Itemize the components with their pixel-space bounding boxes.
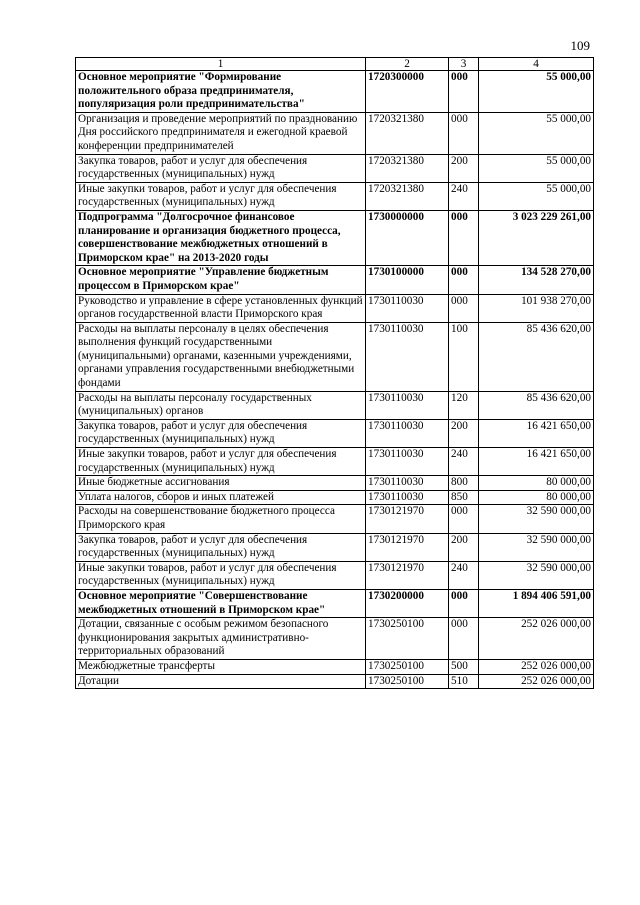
header-col-3: 3 xyxy=(449,58,479,71)
row-code-cell: 1730250100 xyxy=(366,618,449,660)
row-code-cell: 1720321380 xyxy=(366,182,449,210)
row-name-cell: Уплата налогов, сборов и иных платежей xyxy=(76,490,366,505)
row-amount-cell: 80 000,00 xyxy=(479,476,594,491)
row-type-cell: 000 xyxy=(449,505,479,533)
row-amount-cell: 55 000,00 xyxy=(479,182,594,210)
row-name-cell: Иные закупки товаров, работ и услуг для обеспечения государственных (муниципальных) нужд xyxy=(76,182,366,210)
table-row xyxy=(76,490,594,505)
row-type-cell: 000 xyxy=(449,210,479,265)
table-row xyxy=(76,659,594,674)
table-row xyxy=(76,589,594,617)
row-code-cell: 1730100000 xyxy=(366,266,449,294)
row-type-cell: 200 xyxy=(449,154,479,182)
row-code-cell: 1730121970 xyxy=(366,561,449,589)
row-code-cell: 1730200000 xyxy=(366,589,449,617)
row-name-cell: Иные бюджетные ассигнования xyxy=(76,476,366,491)
row-name-cell: Иные закупки товаров, работ и услуг для обеспечения государственных (муниципальных) нужд xyxy=(76,448,366,476)
row-code-cell: 1730110030 xyxy=(366,294,449,322)
table-row xyxy=(76,505,594,533)
row-type-cell: 850 xyxy=(449,490,479,505)
row-name-cell: Иные закупки товаров, работ и услуг для обеспечения государственных (муниципальных) нужд xyxy=(76,561,366,589)
row-amount-cell: 101 938 270,00 xyxy=(479,294,594,322)
row-code-cell: 1730110030 xyxy=(366,391,449,419)
row-type-cell: 240 xyxy=(449,561,479,589)
row-type-cell: 240 xyxy=(449,448,479,476)
row-type-cell: 240 xyxy=(449,182,479,210)
row-amount-cell: 32 590 000,00 xyxy=(479,505,594,533)
table-row xyxy=(76,71,594,113)
row-type-cell: 000 xyxy=(449,589,479,617)
table-row xyxy=(76,476,594,491)
row-type-cell: 200 xyxy=(449,533,479,561)
row-type-cell: 510 xyxy=(449,674,479,689)
row-name-cell: Основное мероприятие "Формирование положительного образа предпринимателя, популяризация роли предпринимательства" xyxy=(76,71,366,113)
row-type-cell: 500 xyxy=(449,659,479,674)
row-amount-cell: 134 528 270,00 xyxy=(479,266,594,294)
row-name-cell: Основное мероприятие "Управление бюджетным процессом в Приморском крае" xyxy=(76,266,366,294)
row-name-cell: Организация и проведение мероприятий по празднованию Дня российского предпринимателя и ежегодной краевой конференции предпринимателей xyxy=(76,112,366,154)
row-name-cell: Дотации xyxy=(76,674,366,689)
table-row xyxy=(76,266,594,294)
table-row xyxy=(76,112,594,154)
table-row xyxy=(76,419,594,447)
row-amount-cell: 55 000,00 xyxy=(479,154,594,182)
row-type-cell: 800 xyxy=(449,476,479,491)
table-row xyxy=(76,294,594,322)
row-amount-cell: 16 421 650,00 xyxy=(479,448,594,476)
row-amount-cell: 252 026 000,00 xyxy=(479,674,594,689)
row-code-cell: 1730000000 xyxy=(366,210,449,265)
row-type-cell: 100 xyxy=(449,322,479,391)
row-code-cell: 1730110030 xyxy=(366,322,449,391)
row-name-cell: Основное мероприятие "Совершенствование межбюджетных отношений в Приморском крае" xyxy=(76,589,366,617)
table-row xyxy=(76,210,594,265)
row-amount-cell: 32 590 000,00 xyxy=(479,561,594,589)
table-row xyxy=(76,674,594,689)
row-code-cell: 1720300000 xyxy=(366,71,449,113)
row-name-cell: Межбюджетные трансферты xyxy=(76,659,366,674)
table-row xyxy=(76,618,594,660)
row-name-cell: Закупка товаров, работ и услуг для обеспечения государственных (муниципальных) нужд xyxy=(76,533,366,561)
row-name-cell: Расходы на выплаты персоналу государственных (муниципальных) органов xyxy=(76,391,366,419)
row-amount-cell: 80 000,00 xyxy=(479,490,594,505)
table-row xyxy=(76,322,594,391)
budget-table xyxy=(75,57,594,689)
row-amount-cell: 55 000,00 xyxy=(479,112,594,154)
row-amount-cell: 85 436 620,00 xyxy=(479,322,594,391)
row-name-cell: Расходы на совершенствование бюджетного процесса Приморского края xyxy=(76,505,366,533)
row-code-cell: 1730250100 xyxy=(366,659,449,674)
row-amount-cell: 1 894 406 591,00 xyxy=(479,589,594,617)
row-amount-cell: 32 590 000,00 xyxy=(479,533,594,561)
row-name-cell: Закупка товаров, работ и услуг для обеспечения государственных (муниципальных) нужд xyxy=(76,419,366,447)
row-code-cell: 1730121970 xyxy=(366,505,449,533)
row-amount-cell: 252 026 000,00 xyxy=(479,618,594,660)
table-row xyxy=(76,533,594,561)
header-col-1: 1 xyxy=(76,58,366,71)
row-type-cell: 000 xyxy=(449,294,479,322)
row-amount-cell: 55 000,00 xyxy=(479,71,594,113)
table-row xyxy=(76,154,594,182)
row-type-cell: 120 xyxy=(449,391,479,419)
row-code-cell: 1730110030 xyxy=(366,419,449,447)
row-code-cell: 1730110030 xyxy=(366,448,449,476)
table-row xyxy=(76,391,594,419)
row-name-cell: Закупка товаров, работ и услуг для обеспечения государственных (муниципальных) нужд xyxy=(76,154,366,182)
row-type-cell: 000 xyxy=(449,71,479,113)
row-type-cell: 000 xyxy=(449,112,479,154)
row-amount-cell: 3 023 229 261,00 xyxy=(479,210,594,265)
row-code-cell: 1730110030 xyxy=(366,490,449,505)
row-name-cell: Дотации, связанные с особым режимом безопасного функционирования закрытых административно-территориальных образований xyxy=(76,618,366,660)
row-name-cell: Расходы на выплаты персоналу в целях обеспечения выполнения функций государственными (муниципальными) органами, казенными учреждениями, органами управления государственными внебюджетными фондами xyxy=(76,322,366,391)
page-number: 109 xyxy=(570,38,590,53)
table-header-row xyxy=(76,58,594,71)
row-code-cell: 1720321380 xyxy=(366,154,449,182)
row-type-cell: 000 xyxy=(449,618,479,660)
row-type-cell: 200 xyxy=(449,419,479,447)
row-amount-cell: 85 436 620,00 xyxy=(479,391,594,419)
row-amount-cell: 252 026 000,00 xyxy=(479,659,594,674)
header-col-4: 4 xyxy=(479,58,594,71)
row-code-cell: 1730250100 xyxy=(366,674,449,689)
row-name-cell: Подпрограмма "Долгосрочное финансовое планирование и организация бюджетного процесса, совершенствование межбюджетных отношений в Приморском крае" на 2013-2020 годы xyxy=(76,210,366,265)
table-row xyxy=(76,561,594,589)
row-name-cell: Руководство и управление в сфере установленных функций органов государственной власти Приморского края xyxy=(76,294,366,322)
row-code-cell: 1730110030 xyxy=(366,476,449,491)
row-code-cell: 1720321380 xyxy=(366,112,449,154)
row-type-cell: 000 xyxy=(449,266,479,294)
table-row xyxy=(76,182,594,210)
row-code-cell: 1730121970 xyxy=(366,533,449,561)
row-amount-cell: 16 421 650,00 xyxy=(479,419,594,447)
header-col-2: 2 xyxy=(366,58,449,71)
table-row xyxy=(76,448,594,476)
